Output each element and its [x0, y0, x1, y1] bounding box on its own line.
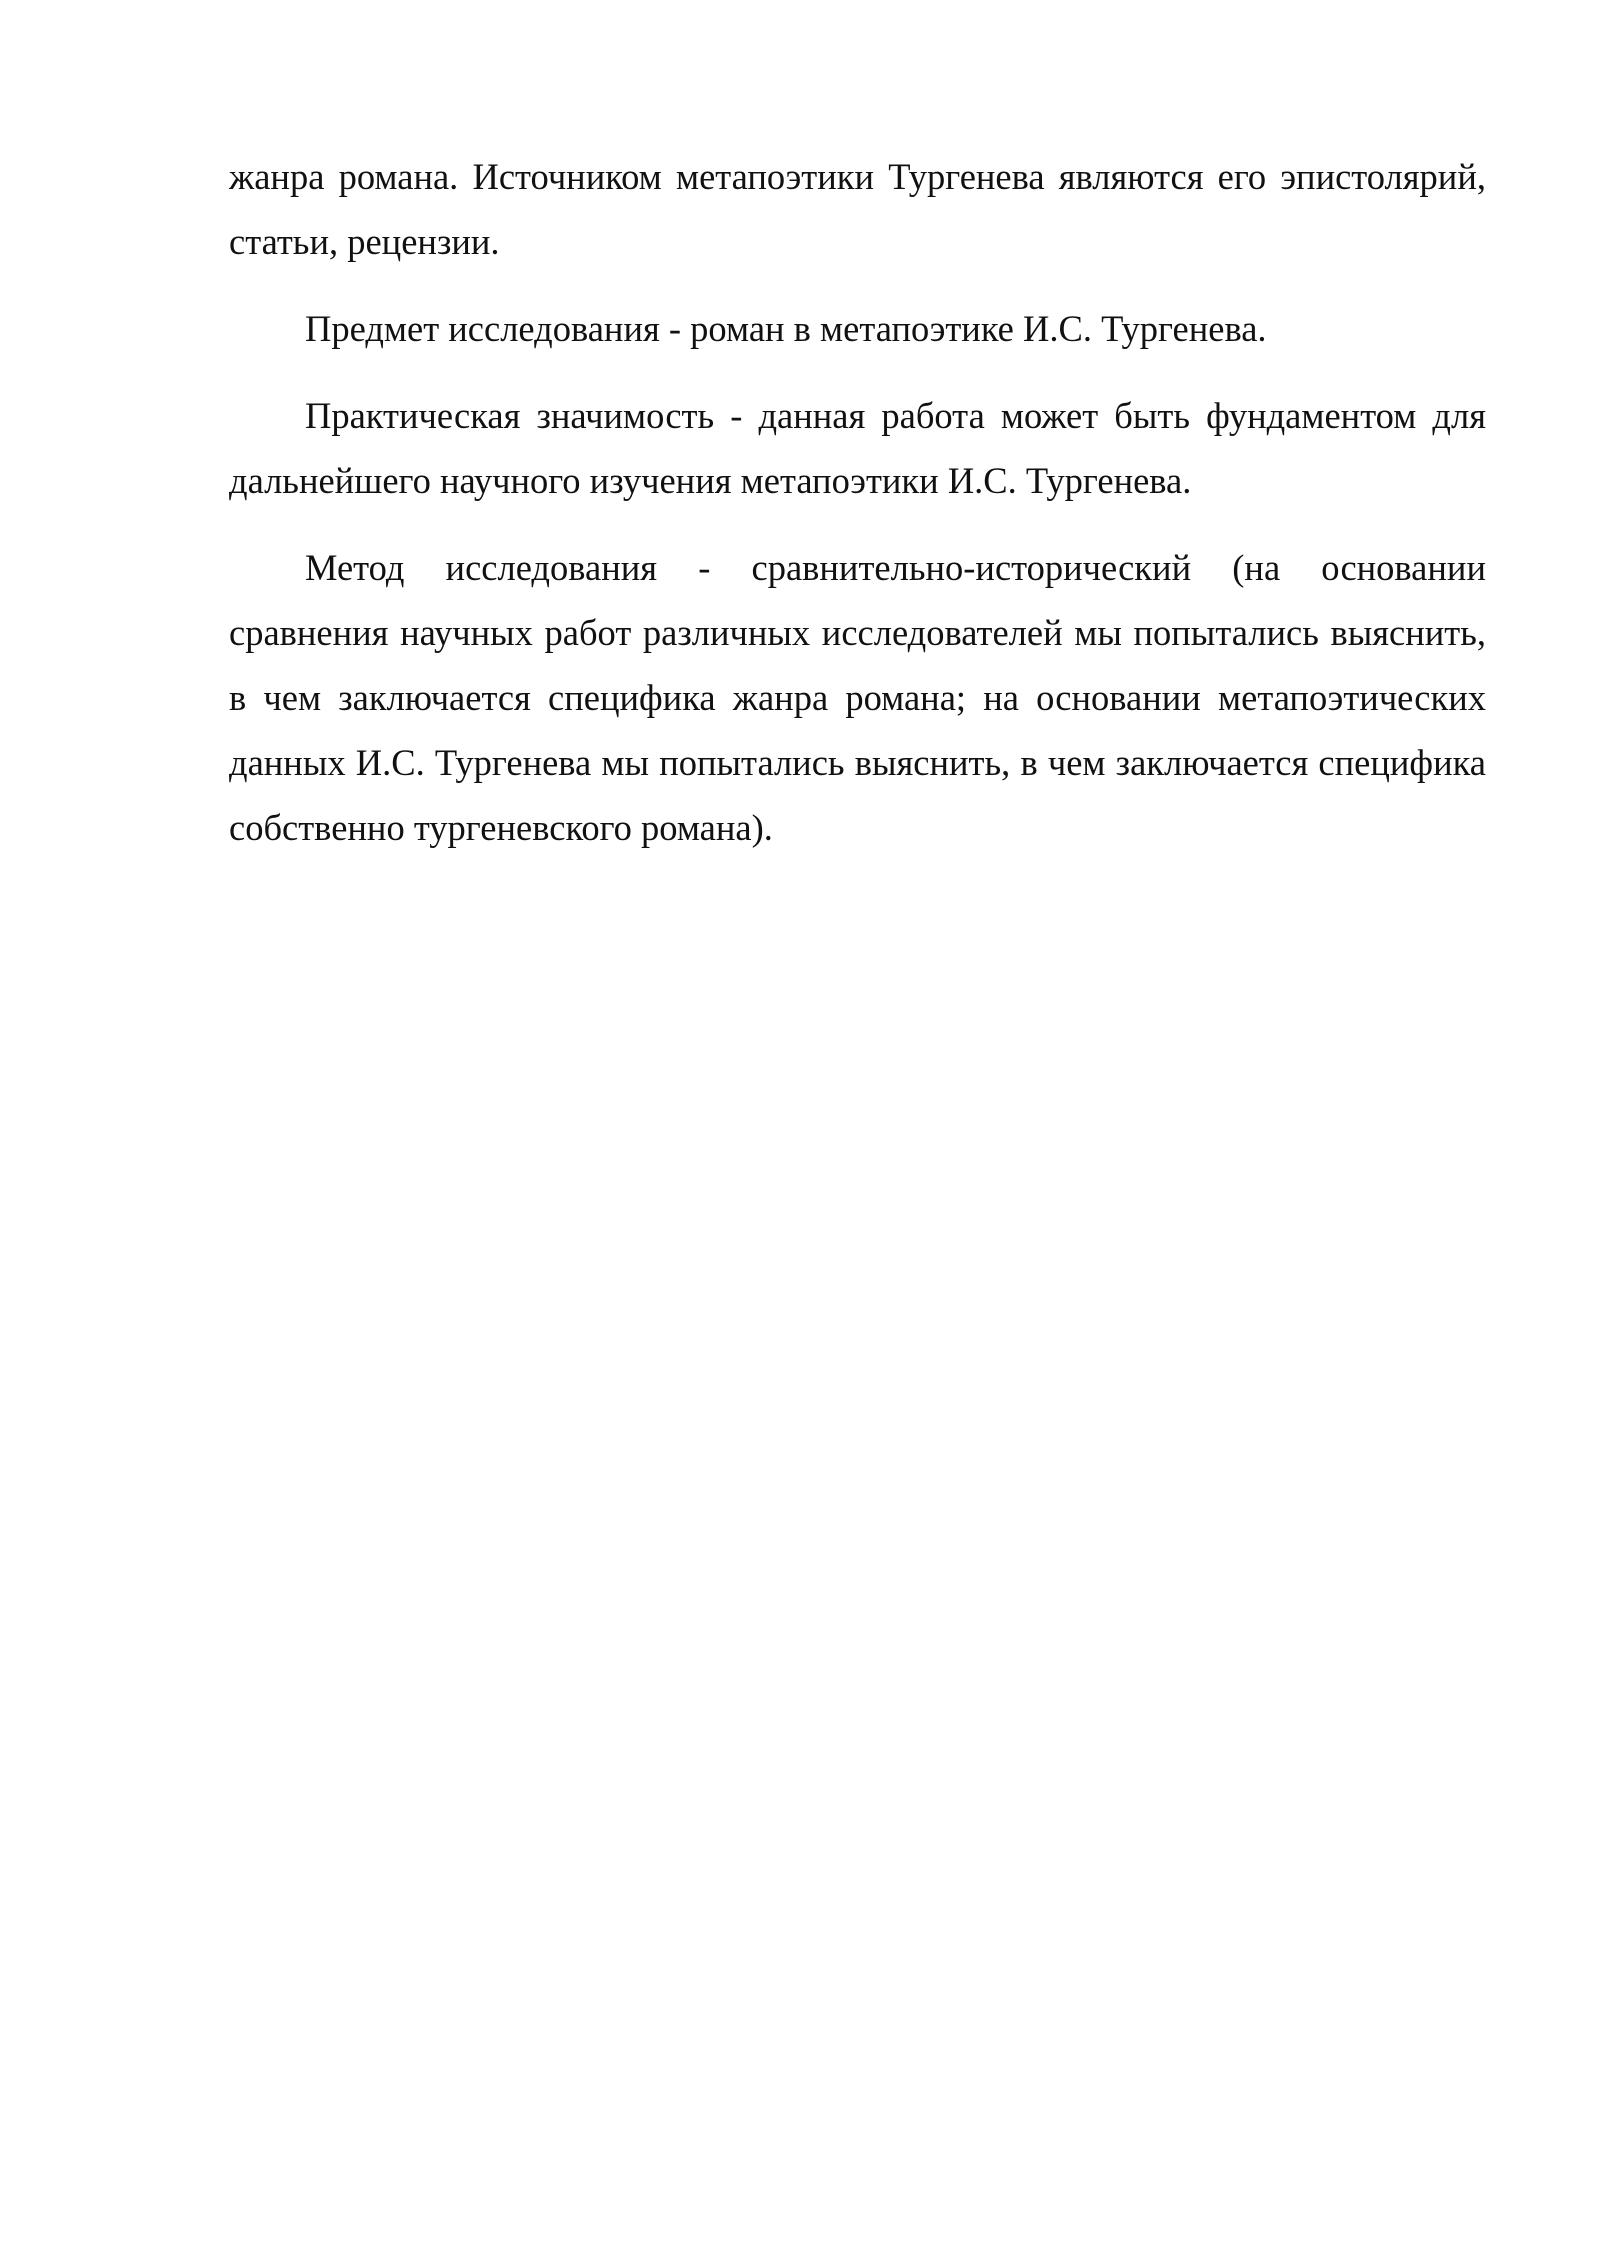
paragraph-continuation: жанра романа. Источником метапоэтики Тургенева являются его эпистолярий, статьи, рецензии.	[229, 156, 1486, 262]
paragraph-subject: Предмет исследования - роман в метапоэтике И.С. Тургенева.	[305, 308, 1267, 349]
paragraph-practical-significance: Практическая значимость - данная работа может быть фундаментом для дальнейшего научного изучения метапоэтики И.С. Тургенева.	[229, 395, 1486, 501]
document-body	[229, 144, 1486, 882]
paragraph-method: Метод исследования - сравнительно-исторический (на основании сравнения научных работ различных исследователей мы попытались выяснить, в чем заключается специфика жанра романа; на основании метапоэтических данных И.С. Тургенева мы попытались выяснить, в чем заключается специфика собственно тургеневского романа).	[229, 547, 1486, 848]
